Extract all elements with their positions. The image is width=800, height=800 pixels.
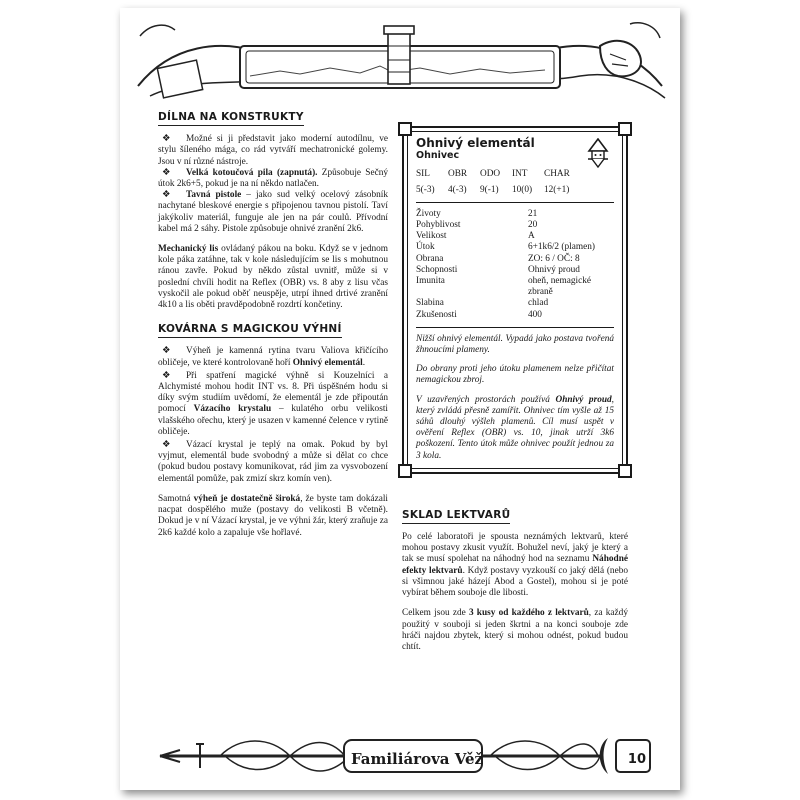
- statblock-divider: [416, 327, 614, 328]
- workshop-intro: ❖ Možné si ji představit jako moderní autodílnu, ve stylu šíleného mága, co rád vytváří mechatronické golemy. Jsou v ní různé nástroje.: [158, 134, 388, 167]
- document-page: [120, 8, 680, 790]
- forge-p4: Samotná výheň je dostatečně široká, že byste tam dokázali nacpat dospělého muže (postavy do velikosti B včetně). Dokud je v ní Vázací krystal, je ve výhni žár, který zraňuje za 2k6 každé kolo a zapaluje vše hořlavé.: [158, 493, 389, 538]
- storage-p2: Celkem jsou zde 3 kusy od každého z lektvarů, za každý použitý v souboji si jeden škrtni a na konci souboje zde hráči najdou zbytek, který si mohou odnést, pokud budou chtít.: [402, 608, 628, 652]
- stat-rows: [416, 209, 614, 321]
- stat-row: Životy 21: [416, 208, 538, 219]
- diamond-bullet-icon: ❖: [162, 167, 171, 178]
- forge-p2: ❖ Při spatření magické výhně si Kouzelníci a Alchymisté mohou hodit INT vs. 8. Při úspěšném hodu si díky svým studiím uvědomí, že elementál je zde připoután pomocí Vázacího krystalu – kulatého orbu velikosti vlašského ořechu, který je usazen v kamenné čelence v rytině obličeje.: [158, 370, 388, 437]
- statblock-desc-1: Nižší ohnivý elementál. Vypadá jako postava tvořená žhnoucími plameny.: [416, 333, 614, 356]
- stat-row: Imunita oheň, nemagické zbraně: [416, 276, 591, 298]
- statblock-divider: [416, 202, 614, 203]
- attribute-labels: SIL OBR ODO INT CHAR: [416, 169, 570, 180]
- statblock-fire-elemental: [402, 126, 628, 474]
- stat-row: Útok 6+1k6/2 (plamen): [416, 242, 595, 253]
- storage-heading: SKLAD LEKTVARŮ: [402, 510, 510, 524]
- statblock-subname: Ohnivec: [416, 150, 460, 162]
- forge-p3: ❖ Vázací krystal je teplý na omak. Pokud by byl vyjmut, elementál bude svobodný a může si dělat co chce (pokud budou postavy komunikovat, rád jim za vysvobození elementál pomůže, pak zmizí skrz komín ven).: [158, 440, 388, 484]
- stat-row: Slabina chlad: [416, 298, 549, 309]
- right-column: [402, 126, 628, 662]
- wizard-icon: [584, 138, 612, 168]
- page-number: 10: [627, 752, 646, 767]
- attribute-values: 5(-3) 4(-3) 9(-1) 10(0) 12(+1): [416, 184, 570, 195]
- statblock-desc-3: V uzavřených prostorách používá Ohnivý proud, který zvládá přesně zamířit. Ohnivec tím vyšle až 15 sáhů dlouhý výšleh plamenů. Cíl musí uspět v ověření Reflex (OBR) vs. 10, jinak utrží 3k6 poškození. Tento útok může ohnivec použít jednou za 3 kola.: [416, 394, 614, 461]
- workshop-heading: DÍLNA NA KONSTRUKTY: [158, 112, 304, 126]
- storage-p1: Po celé laboratoři je spousta neznámých lektvarů, které mohou postavy zkusit využít. Bohužel neví, jaký je který a tak se musí spolehat na náhodný hod na seznamu Náhodné efekty lektvarů. Když postavy vyzkouší co jaký dělá (nebo si všimnou jaké házejí Abod a Gostel), mohou si je poté vybírat během souboje dle libosti.: [402, 532, 628, 599]
- diamond-bullet-icon: ❖: [162, 346, 171, 357]
- top-ornament-banner: [130, 16, 670, 108]
- workshop-press: Mechanický lis ovládaný pákou na boku. Když se v jednom kole páka zatáhne, tak v kole následujícím se lis s mohutnou ránou zavře. Pokud by někdo zůstal uvnitř, může si v poslední chvíli hodit na Reflex (OBR) vs. 8 aby z lisu včas vyskočil ale pokud oběť neuspěje, utrpí ihned drtivé zranění 4k10 a lis oběti pravděpodobně rozdrtí končetiny.: [158, 244, 388, 311]
- forge-heading: KOVÁRNA S MAGICKOU VÝHNÍ: [158, 324, 342, 338]
- diamond-bullet-icon: ❖: [162, 134, 171, 145]
- statblock-name: Ohnivý elementál: [416, 136, 535, 150]
- stat-row: Velikost A: [416, 231, 535, 242]
- diamond-bullet-icon: ❖: [162, 370, 171, 381]
- footer-title: Familiárova Věž: [350, 750, 484, 768]
- stat-row: Schopnosti Ohnivý proud: [416, 264, 580, 275]
- stat-row: Zkušenosti 400: [416, 309, 542, 320]
- statblock-desc-2: Do obrany proti jeho útoku plamenem nelze přičítat nemagickou zbroj.: [416, 364, 614, 386]
- left-column: [158, 112, 388, 548]
- workshop-pistol: ❖ Tavná pistole – jako sud velký ocelový zásobník nachytané bleskové energie s připojenou tavnou pistolí. Taví jakýkoliv materiál, funguje ale jen na pár coulů. Přívodní kabel má 2 sáhy. Pistole způsobuje ohnivé zranění 2k6.: [158, 190, 388, 234]
- stat-row: Obrana ZO: 6 / OČ: 8: [416, 253, 580, 264]
- workshop-saw: ❖ Velká kotoučová pila (zapnutá). Způsobuje Sečný útok 2k6+5, pokud je na ní někdo natlačen.: [158, 167, 389, 190]
- stat-row: Pohyblivost 20: [416, 220, 538, 231]
- diamond-bullet-icon: ❖: [162, 440, 171, 451]
- forge-p1: ❖ Výheň je kamenná rytina tvaru Valiova křičícího obličeje, ve které kontrolovaně hoří Ohnivý elementál.: [158, 346, 388, 368]
- diamond-bullet-icon: ❖: [162, 190, 171, 201]
